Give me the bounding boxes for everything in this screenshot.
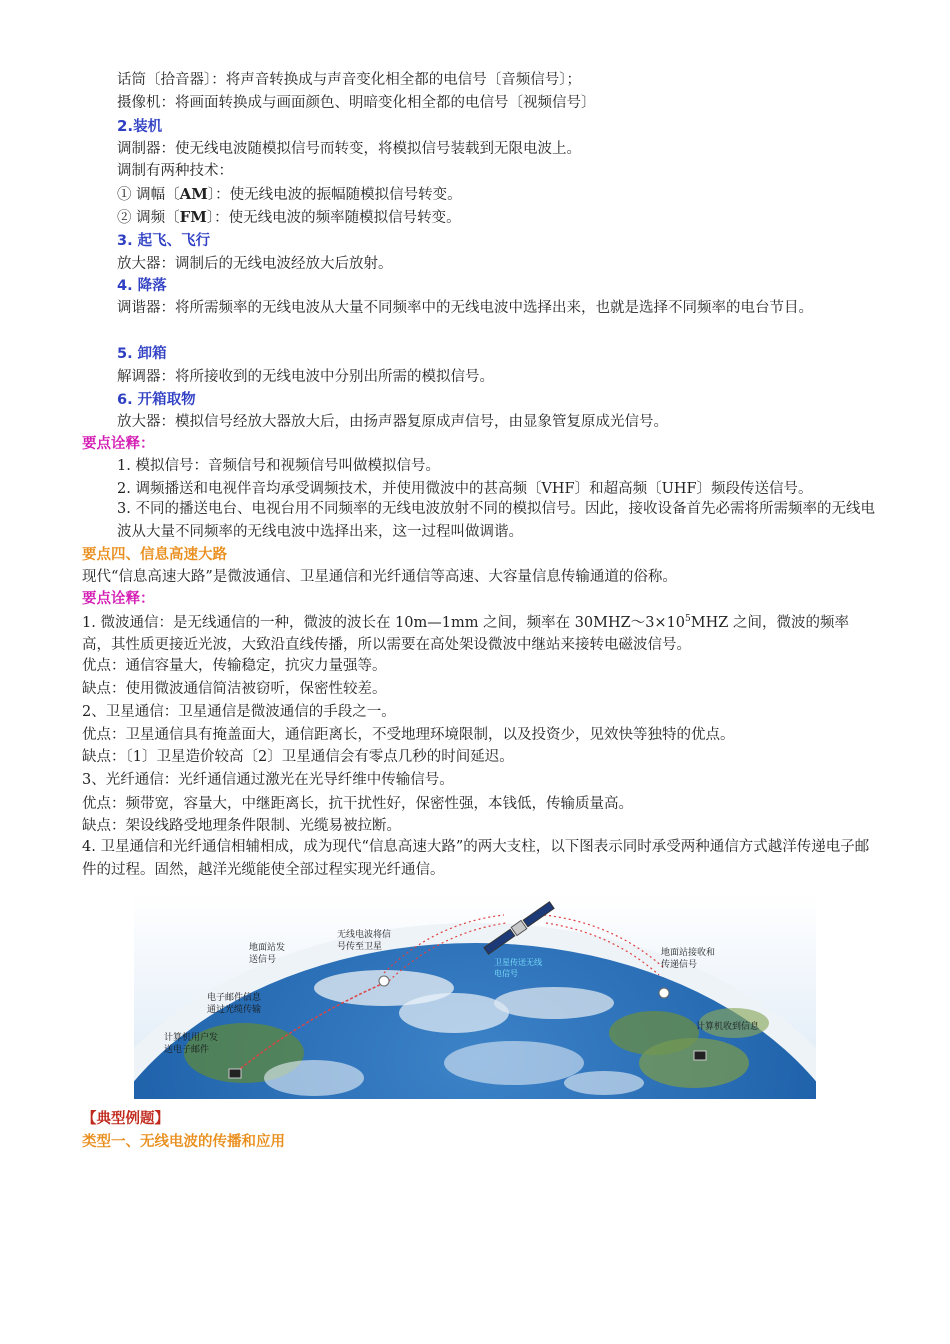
line-demodulator: 解调器：将所接收到的无线电波中分别出所需的模拟信号。: [117, 369, 494, 385]
line-modulation-types: 调制有两种技术：: [117, 163, 233, 179]
line-fm-desc: 〕：使无线电波的频率随模拟信号转变。: [206, 210, 461, 226]
ground-station-receive-icon: [659, 988, 669, 998]
line-camera: 摄像机：将画面转换成与画面颜色、明暗变化相全都的电信号〔视频信号〕: [117, 95, 596, 111]
note-analog-signal: 1. 模拟信号：音频信号和视频信号叫做模拟信号。: [117, 458, 440, 474]
satellite-cons: 缺点：〔1〕卫星造价较高〔2〕卫星通信会有零点几秒的时间延迟。: [82, 749, 514, 765]
label-user-1: 计算机用户发: [164, 1033, 219, 1043]
satellite-communication: 2、卫星通信：卫星通信是微波通信的手段之一。: [82, 704, 396, 720]
heading-step-2-text: 装机: [133, 119, 163, 135]
line-fm-prefix: ② 调频〔: [117, 210, 180, 226]
line-fm: [117, 207, 461, 228]
line-am-prefix: ① 调幅〔: [117, 187, 180, 203]
key-points-label-1: 要点诠释：: [82, 436, 155, 452]
heading-step-3: 3. 起飞、飞行: [117, 233, 211, 249]
type-1-heading: 类型一、无线电波的传播和应用: [82, 1134, 285, 1150]
heading-step-4: 4. 降落: [117, 278, 167, 294]
label-email-1: 电子邮件信息: [207, 993, 262, 1003]
microwave-cons: 缺点：使用微波通信简洁被窃听，保密性较差。: [82, 681, 387, 697]
line-amplifier-output: 放大器：模拟信号经放大器放大后，由扬声器复原成声信号，由显象管复原成光信号。: [117, 414, 668, 430]
fiber-communication: 3、光纤通信：光纤通信通过激光在光导纤维中传输信号。: [82, 772, 454, 788]
combined-communication: 4. 卫星通信和光纤通信相辅相成，成为现代“信息高速大路”的两大支柱，以下图表示同时承受两种通信方式越洋传递电子邮件的过程。固然，越洋光缆能使全部过程实现光纤通信。: [82, 839, 870, 878]
line-amplifier: 放大器：调制后的无线电波经放大后放射。: [117, 256, 393, 272]
fiber-cons: 缺点：架设线路受地理条件限制、光缆易被拉断。: [82, 818, 401, 834]
communication-figure: [134, 893, 816, 1099]
fiber-pros: 优点：频带宽，容量大，中继距离长，抗干扰性好，保密性强，本钱低，传输质量高。: [82, 796, 633, 812]
heading-step-2: [117, 116, 162, 137]
note-fm-broadcast: 2. 调频播送和电视伴音均承受调频技术，并使用微波中的甚高频〔VHF〕和超高频〔UHF〕频段传送信号。: [117, 481, 813, 497]
line-tuner: 调谐器：将所需频率的无线电波从大量不同频率中的无线电波中选择出来，也就是选择不同频率的电台节目。: [117, 300, 813, 316]
computer-receive-icon: [694, 1051, 706, 1060]
heading-step-5: 5. 卸箱: [117, 346, 167, 362]
examples-heading: 【典型例题】: [82, 1111, 169, 1127]
label-wave-2: 号传至卫星: [337, 942, 383, 952]
line-modulator: 调制器：使无线电波随模拟信号而转变，将模拟信号装载到无限电波上。: [117, 141, 581, 157]
computer-send-icon: [229, 1069, 241, 1078]
line-am-abbr: AM: [179, 185, 208, 203]
label-satellite-2: 电信号: [494, 969, 518, 978]
label-computer-receive: 计算机收到信息: [696, 1022, 760, 1032]
section-4-title: 要点四、信息高速大路: [82, 547, 227, 563]
line-am: [117, 184, 462, 205]
microwave-communication: [82, 608, 877, 657]
microwave-text-a: 1. 微波通信：是无线通信的一种，微波的波长在 10m—1mm 之间，频率在 30MHZ～3×10: [82, 614, 686, 631]
section-4-description: 现代“信息高速大路”是微波通信、卫星通信和光纤通信等高速、大容量信息传输通道的俗称。: [82, 569, 677, 585]
label-satellite-1: 卫星传送无线: [494, 958, 542, 967]
microwave-exponent: 5: [685, 614, 691, 624]
line-am-desc: 〕：使无线电波的振幅随模拟信号转变。: [207, 187, 462, 203]
label-email-2: 通过光缆传输: [207, 1005, 262, 1015]
line-microphone: 话筒〔拾音器〕：将声音转换成与声音变化相全都的电信号〔音频信号〕；: [117, 72, 581, 88]
microwave-text-b: MHZ 之间，微波的频率高，其性质更接近光波，大致沿直线传播，所以需要在高处架设微波中继站来接转电磁波信号。: [82, 614, 849, 654]
satellite-pros: 优点：卫星通信具有掩盖面大，通信距离长，不受地理环境限制，以及投资少，见效快等独特的优点。: [82, 727, 735, 743]
heading-step-2-number: 2.: [117, 117, 134, 135]
label-ground-receive-2: 传递信号: [661, 960, 698, 970]
ground-station-send-icon: [379, 976, 389, 986]
microwave-pros: 优点：通信容量大，传输稳定，抗灾力量强等。: [82, 658, 387, 674]
label-user-2: 送电子邮件: [164, 1045, 210, 1055]
label-ground-send-1: 地面站发: [249, 943, 286, 953]
line-fm-abbr: FM: [179, 208, 207, 226]
key-points-label-2: 要点诠释：: [82, 591, 155, 607]
label-ground-send-2: 送信号: [249, 955, 277, 965]
earth-illustration: [134, 893, 816, 1099]
label-wave-1: 无线电波将信: [337, 930, 392, 940]
heading-step-6: 6. 开箱取物: [117, 392, 196, 408]
label-ground-receive-1: 地面站接收和: [661, 948, 716, 958]
note-tuning: 3. 不同的播送电台、电视台用不同频率的无线电波放射不同的模拟信号。因此，接收设备首先必需将所需频率的无线电波从大量不同频率的无线电波中选择出来，这一过程叫做调谐。: [117, 501, 875, 540]
